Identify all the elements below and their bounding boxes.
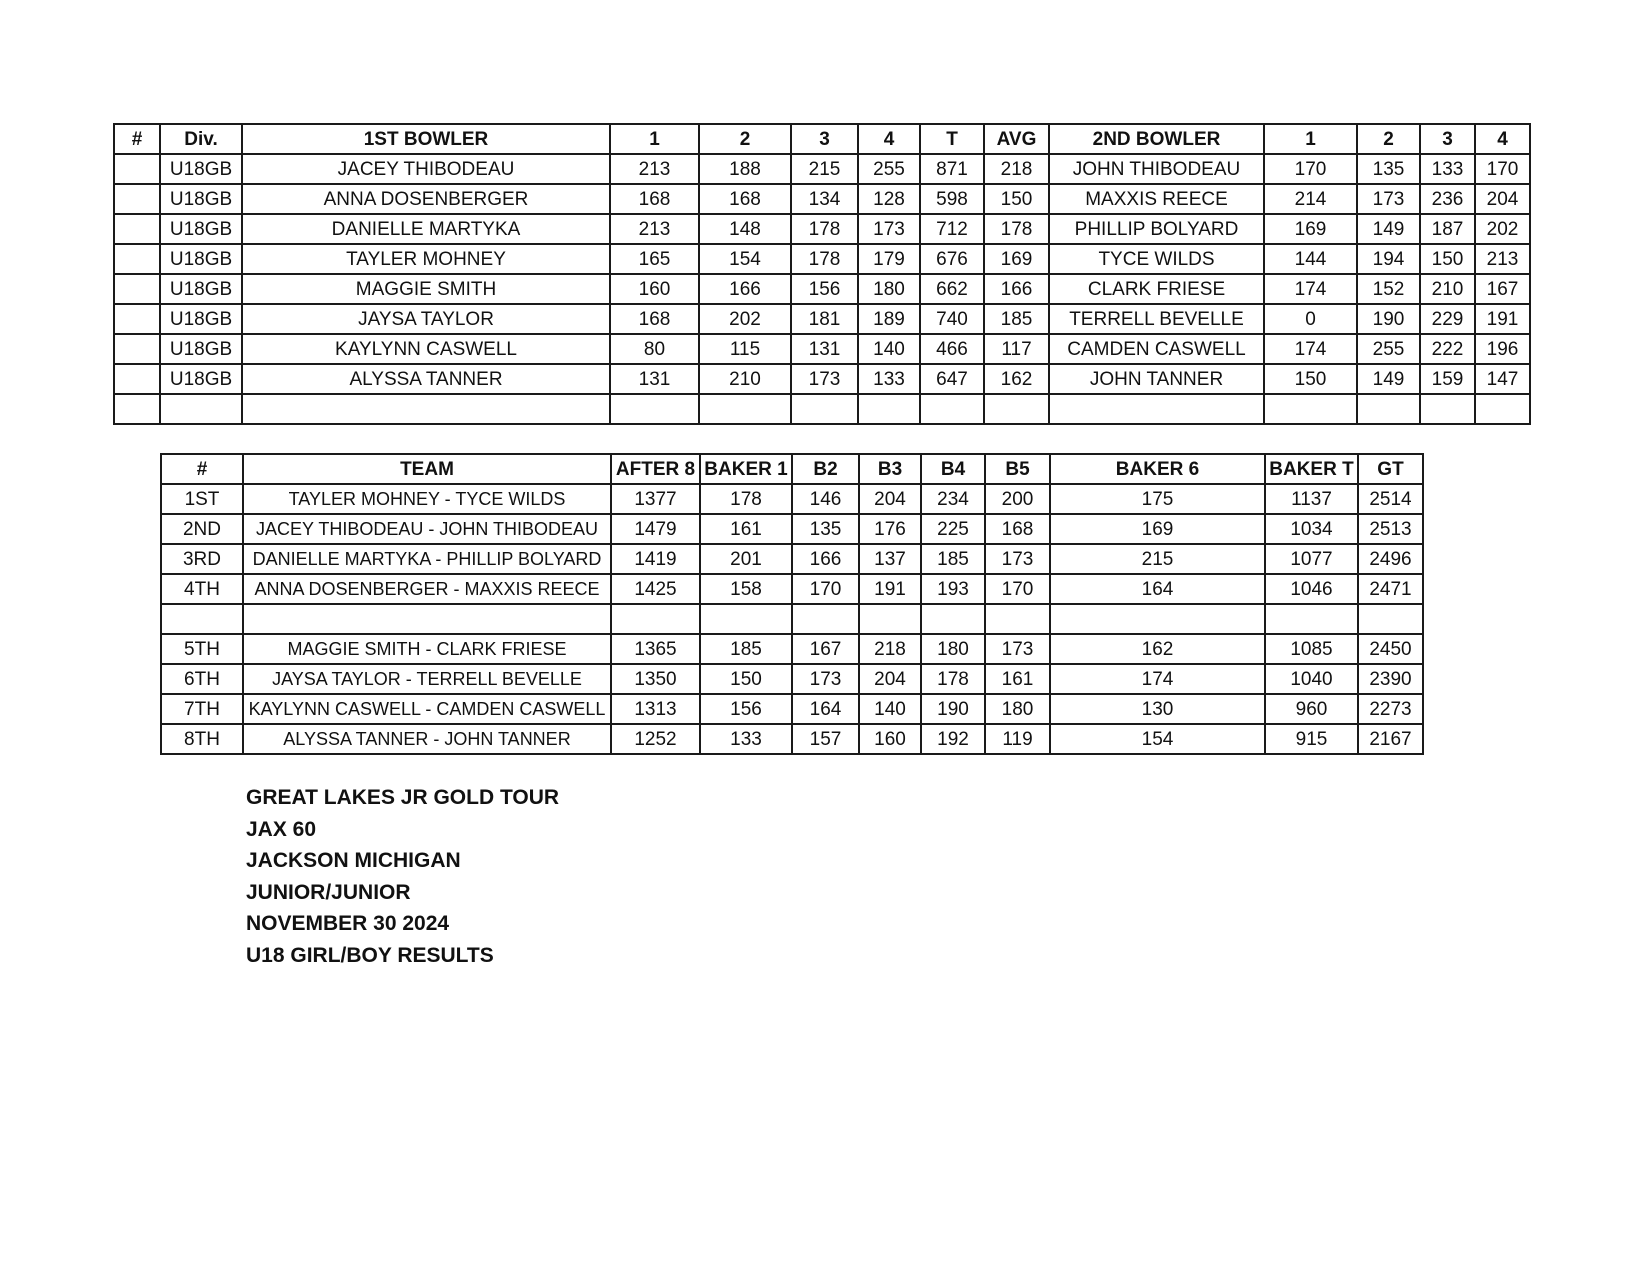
table-cell xyxy=(114,154,160,184)
table-cell: 167 xyxy=(792,634,859,664)
col-header-baker-5: B5 xyxy=(985,454,1050,484)
table-cell: 1350 xyxy=(611,664,700,694)
table-cell: 218 xyxy=(984,154,1049,184)
table-cell xyxy=(610,394,699,424)
table-cell: JACEY THIBODEAU xyxy=(242,154,610,184)
table-cell: 173 xyxy=(985,544,1050,574)
table-cell: 140 xyxy=(858,334,920,364)
tour-name: GREAT LAKES JR GOLD TOUR xyxy=(246,786,560,809)
table-cell: 204 xyxy=(859,484,921,514)
table-cell: 2390 xyxy=(1358,664,1423,694)
table-cell: CAMDEN CASWELL xyxy=(1049,334,1264,364)
table-cell: 180 xyxy=(985,694,1050,724)
table-cell: 161 xyxy=(700,514,792,544)
table-cell: 871 xyxy=(920,154,984,184)
col-header-game-2: 2 xyxy=(699,124,791,154)
table-cell: 213 xyxy=(610,214,699,244)
table-row xyxy=(114,304,1530,334)
event-date: NOVEMBER 30 2024 xyxy=(246,912,450,935)
table-cell: 154 xyxy=(1050,724,1265,754)
table-cell: 6TH xyxy=(161,664,243,694)
table-cell: 178 xyxy=(921,664,985,694)
table-cell: U18GB xyxy=(160,184,242,214)
event-location: JACKSON MICHIGAN xyxy=(246,849,461,872)
table-cell: 166 xyxy=(792,544,859,574)
table-row xyxy=(114,184,1530,214)
table-row xyxy=(114,244,1530,274)
table-cell: 191 xyxy=(1475,304,1530,334)
table-cell: 598 xyxy=(920,184,984,214)
table-cell: 176 xyxy=(859,514,921,544)
table-cell: U18GB xyxy=(160,364,242,394)
table-cell: 161 xyxy=(985,664,1050,694)
table-cell: 158 xyxy=(700,574,792,604)
table-cell: 1252 xyxy=(611,724,700,754)
col-header-place: # xyxy=(161,454,243,484)
table-cell: 215 xyxy=(1050,544,1265,574)
table-cell: 150 xyxy=(1264,364,1357,394)
table-cell: 140 xyxy=(859,694,921,724)
col-header-first-bowler: 1ST BOWLER xyxy=(242,124,610,154)
table-cell xyxy=(161,604,243,634)
table-cell: 190 xyxy=(921,694,985,724)
table-cell xyxy=(1264,394,1357,424)
table-cell xyxy=(920,394,984,424)
table-cell: 255 xyxy=(858,154,920,184)
table-cell: 169 xyxy=(1050,514,1265,544)
table-cell: 190 xyxy=(1357,304,1420,334)
col-header-average: AVG xyxy=(984,124,1049,154)
table-cell: JAYSA TAYLOR - TERRELL BEVELLE xyxy=(243,664,611,694)
table-cell: 1077 xyxy=(1265,544,1358,574)
table-cell: 170 xyxy=(985,574,1050,604)
table-cell: 160 xyxy=(859,724,921,754)
table-cell: 1085 xyxy=(1265,634,1358,664)
table-cell: 234 xyxy=(921,484,985,514)
table-cell: 210 xyxy=(699,364,791,394)
table-row xyxy=(161,664,1423,694)
table-cell: 189 xyxy=(858,304,920,334)
table-cell: 150 xyxy=(984,184,1049,214)
table-cell: 133 xyxy=(858,364,920,394)
table-row xyxy=(114,394,1530,424)
table-cell xyxy=(792,604,859,634)
table-cell: 210 xyxy=(1420,274,1475,304)
col-header-baker-total: BAKER T xyxy=(1265,454,1358,484)
table-cell: JOHN TANNER xyxy=(1049,364,1264,394)
table-cell: 193 xyxy=(921,574,985,604)
table-cell: CLARK FRIESE xyxy=(1049,274,1264,304)
table-cell: 2ND xyxy=(161,514,243,544)
table-cell: 185 xyxy=(921,544,985,574)
table-cell: 466 xyxy=(920,334,984,364)
table-cell xyxy=(114,214,160,244)
table-cell xyxy=(1358,604,1423,634)
table-cell: 166 xyxy=(699,274,791,304)
table-cell: ANNA DOSENBERGER - MAXXIS REECE xyxy=(243,574,611,604)
col-header-baker-6: BAKER 6 xyxy=(1050,454,1265,484)
col-header-baker-1: BAKER 1 xyxy=(700,454,792,484)
table-cell xyxy=(921,604,985,634)
col-header-second-game-1: 1 xyxy=(1264,124,1357,154)
table-cell: 175 xyxy=(1050,484,1265,514)
table-cell: 236 xyxy=(1420,184,1475,214)
table-cell: 2273 xyxy=(1358,694,1423,724)
table-cell: 168 xyxy=(985,514,1050,544)
table-cell: 131 xyxy=(791,334,858,364)
table-cell: TAYLER MOHNEY xyxy=(242,244,610,274)
table-cell: 119 xyxy=(985,724,1050,754)
table-cell xyxy=(114,364,160,394)
table-cell: 168 xyxy=(610,184,699,214)
col-header-second-game-3: 3 xyxy=(1420,124,1475,154)
table-cell: 915 xyxy=(1265,724,1358,754)
table-cell xyxy=(1050,604,1265,634)
col-header-rank: # xyxy=(114,124,160,154)
table-cell: 204 xyxy=(1475,184,1530,214)
col-header-second-game-4: 4 xyxy=(1475,124,1530,154)
table-cell: 162 xyxy=(1050,634,1265,664)
table-cell: 196 xyxy=(1475,334,1530,364)
table-cell: 134 xyxy=(791,184,858,214)
table-cell: 168 xyxy=(699,184,791,214)
col-header-game-4: 4 xyxy=(858,124,920,154)
col-header-baker-4: B4 xyxy=(921,454,985,484)
table-cell: 157 xyxy=(792,724,859,754)
table-cell: 178 xyxy=(984,214,1049,244)
table-cell: 8TH xyxy=(161,724,243,754)
table-cell: 200 xyxy=(985,484,1050,514)
table-cell: JOHN THIBODEAU xyxy=(1049,154,1264,184)
table-cell: 152 xyxy=(1357,274,1420,304)
col-header-game-3: 3 xyxy=(791,124,858,154)
table-row xyxy=(114,214,1530,244)
table-cell: DANIELLE MARTYKA - PHILLIP BOLYARD xyxy=(243,544,611,574)
table-cell: 7TH xyxy=(161,694,243,724)
table-cell: 202 xyxy=(699,304,791,334)
col-header-second-bowler: 2ND BOWLER xyxy=(1049,124,1264,154)
table-cell: U18GB xyxy=(160,154,242,184)
table-cell: DANIELLE MARTYKA xyxy=(242,214,610,244)
table-cell: 166 xyxy=(984,274,1049,304)
table-cell: 150 xyxy=(1420,244,1475,274)
bowlers-header-row xyxy=(114,124,1530,154)
table-cell: 2496 xyxy=(1358,544,1423,574)
table-cell: 1377 xyxy=(611,484,700,514)
col-header-baker-2: B2 xyxy=(792,454,859,484)
table-cell: 173 xyxy=(1357,184,1420,214)
table-cell: 170 xyxy=(792,574,859,604)
table-cell: TERRELL BEVELLE xyxy=(1049,304,1264,334)
table-cell: 213 xyxy=(1475,244,1530,274)
table-cell: 156 xyxy=(700,694,792,724)
table-cell: 1046 xyxy=(1265,574,1358,604)
table-cell: 2514 xyxy=(1358,484,1423,514)
table-cell: U18GB xyxy=(160,214,242,244)
team-standings-table xyxy=(160,453,1424,755)
table-cell: 201 xyxy=(700,544,792,574)
table-cell: ANNA DOSENBERGER xyxy=(242,184,610,214)
table-cell: 117 xyxy=(984,334,1049,364)
table-cell xyxy=(1357,394,1420,424)
table-cell: 1137 xyxy=(1265,484,1358,514)
table-row xyxy=(161,634,1423,664)
table-cell: 173 xyxy=(985,634,1050,664)
table-cell: 1313 xyxy=(611,694,700,724)
table-cell: 173 xyxy=(791,364,858,394)
table-cell: 167 xyxy=(1475,274,1530,304)
table-cell: 169 xyxy=(1264,214,1357,244)
table-cell: 135 xyxy=(1357,154,1420,184)
table-cell xyxy=(791,394,858,424)
col-header-after-8: AFTER 8 xyxy=(611,454,700,484)
table-cell xyxy=(984,394,1049,424)
table-cell: 229 xyxy=(1420,304,1475,334)
table-cell: 174 xyxy=(1050,664,1265,694)
table-cell: 146 xyxy=(792,484,859,514)
table-cell xyxy=(160,394,242,424)
bowlers-table-body xyxy=(114,154,1530,424)
table-cell xyxy=(1420,394,1475,424)
table-cell: U18GB xyxy=(160,244,242,274)
col-header-second-game-2: 2 xyxy=(1357,124,1420,154)
table-cell: 80 xyxy=(610,334,699,364)
table-cell: 0 xyxy=(1264,304,1357,334)
table-row xyxy=(114,334,1530,364)
table-cell: 149 xyxy=(1357,214,1420,244)
table-cell: 174 xyxy=(1264,334,1357,364)
col-header-team: TEAM xyxy=(243,454,611,484)
table-cell: 188 xyxy=(699,154,791,184)
table-cell xyxy=(114,274,160,304)
table-cell xyxy=(1475,394,1530,424)
table-cell: 960 xyxy=(1265,694,1358,724)
table-cell: 178 xyxy=(791,244,858,274)
table-cell xyxy=(242,394,610,424)
table-cell: 2471 xyxy=(1358,574,1423,604)
table-cell: MAGGIE SMITH xyxy=(242,274,610,304)
table-cell: 1040 xyxy=(1265,664,1358,694)
event-name: JAX 60 xyxy=(246,817,317,841)
table-cell: 173 xyxy=(858,214,920,244)
table-cell: 1ST xyxy=(161,484,243,514)
table-cell: 168 xyxy=(610,304,699,334)
col-header-division: Div. xyxy=(160,124,242,154)
table-cell: 135 xyxy=(792,514,859,544)
table-row xyxy=(161,544,1423,574)
table-cell: 169 xyxy=(984,244,1049,274)
table-cell: 178 xyxy=(700,484,792,514)
table-cell: 185 xyxy=(700,634,792,664)
table-cell: JAYSA TAYLOR xyxy=(242,304,610,334)
table-cell: 165 xyxy=(610,244,699,274)
table-cell xyxy=(114,184,160,214)
table-cell: 130 xyxy=(1050,694,1265,724)
table-cell: 1425 xyxy=(611,574,700,604)
col-header-game-1: 1 xyxy=(610,124,699,154)
table-cell: 150 xyxy=(700,664,792,694)
bowlers-scores-table xyxy=(113,123,1531,425)
col-header-total: T xyxy=(920,124,984,154)
table-cell xyxy=(114,334,160,364)
table-cell: 147 xyxy=(1475,364,1530,394)
table-cell: 1479 xyxy=(611,514,700,544)
table-cell: 180 xyxy=(921,634,985,664)
table-cell: 255 xyxy=(1357,334,1420,364)
table-cell: 2450 xyxy=(1358,634,1423,664)
table-cell: 2513 xyxy=(1358,514,1423,544)
table-cell: 5TH xyxy=(161,634,243,664)
table-cell xyxy=(700,604,792,634)
table-cell: TYCE WILDS xyxy=(1049,244,1264,274)
col-header-baker-3: B3 xyxy=(859,454,921,484)
table-cell: 213 xyxy=(610,154,699,184)
table-cell: 133 xyxy=(1420,154,1475,184)
table-cell: 712 xyxy=(920,214,984,244)
table-cell: 170 xyxy=(1264,154,1357,184)
table-cell: 676 xyxy=(920,244,984,274)
table-cell: 173 xyxy=(792,664,859,694)
table-cell: 1419 xyxy=(611,544,700,574)
table-cell: 187 xyxy=(1420,214,1475,244)
table-cell: U18GB xyxy=(160,274,242,304)
table-row xyxy=(114,364,1530,394)
table-cell: 1034 xyxy=(1265,514,1358,544)
table-cell xyxy=(243,604,611,634)
table-cell xyxy=(699,394,791,424)
table-cell xyxy=(611,604,700,634)
table-cell: 194 xyxy=(1357,244,1420,274)
table-cell: 128 xyxy=(858,184,920,214)
table-cell: 181 xyxy=(791,304,858,334)
table-row xyxy=(161,604,1423,634)
table-cell: 222 xyxy=(1420,334,1475,364)
table-row xyxy=(161,484,1423,514)
table-cell xyxy=(1265,604,1358,634)
table-row xyxy=(114,274,1530,304)
table-cell: 202 xyxy=(1475,214,1530,244)
table-row xyxy=(161,514,1423,544)
teams-table-body xyxy=(161,484,1423,754)
table-cell: U18GB xyxy=(160,304,242,334)
table-cell xyxy=(1049,394,1264,424)
table-cell xyxy=(114,304,160,334)
table-cell: MAXXIS REECE xyxy=(1049,184,1264,214)
event-format: JUNIOR/JUNIOR xyxy=(246,880,411,904)
table-cell: MAGGIE SMITH - CLARK FRIESE xyxy=(243,634,611,664)
table-cell: 4TH xyxy=(161,574,243,604)
table-cell xyxy=(858,394,920,424)
table-cell: 218 xyxy=(859,634,921,664)
table-cell: 144 xyxy=(1264,244,1357,274)
table-cell xyxy=(114,394,160,424)
table-cell: 1365 xyxy=(611,634,700,664)
table-cell: 156 xyxy=(791,274,858,304)
table-cell xyxy=(859,604,921,634)
table-cell: 647 xyxy=(920,364,984,394)
table-cell: 180 xyxy=(858,274,920,304)
table-cell: 170 xyxy=(1475,154,1530,184)
table-cell: 164 xyxy=(792,694,859,724)
table-row xyxy=(161,694,1423,724)
table-cell: 133 xyxy=(700,724,792,754)
table-cell: 137 xyxy=(859,544,921,574)
table-cell: 740 xyxy=(920,304,984,334)
table-cell: 662 xyxy=(920,274,984,304)
table-cell: 159 xyxy=(1420,364,1475,394)
table-cell: 115 xyxy=(699,334,791,364)
table-cell: 214 xyxy=(1264,184,1357,214)
col-header-grand-total: GT xyxy=(1358,454,1423,484)
table-cell: 191 xyxy=(859,574,921,604)
table-cell: PHILLIP BOLYARD xyxy=(1049,214,1264,244)
table-cell: TAYLER MOHNEY - TYCE WILDS xyxy=(243,484,611,514)
table-cell: KAYLYNN CASWELL - CAMDEN CASWELL xyxy=(243,694,611,724)
table-cell: 185 xyxy=(984,304,1049,334)
table-cell: U18GB xyxy=(160,334,242,364)
teams-header-row xyxy=(161,454,1423,484)
table-cell: 2167 xyxy=(1358,724,1423,754)
table-cell xyxy=(114,244,160,274)
table-cell: KAYLYNN CASWELL xyxy=(242,334,610,364)
table-row xyxy=(161,574,1423,604)
event-info-block xyxy=(246,782,559,971)
table-cell: 131 xyxy=(610,364,699,394)
table-cell: 164 xyxy=(1050,574,1265,604)
table-row xyxy=(114,154,1530,184)
table-row xyxy=(161,724,1423,754)
table-cell: 179 xyxy=(858,244,920,274)
table-cell: 225 xyxy=(921,514,985,544)
table-cell: 154 xyxy=(699,244,791,274)
table-cell: 160 xyxy=(610,274,699,304)
table-cell: 215 xyxy=(791,154,858,184)
table-cell: ALYSSA TANNER - JOHN TANNER xyxy=(243,724,611,754)
table-cell: 178 xyxy=(791,214,858,244)
table-cell: 162 xyxy=(984,364,1049,394)
table-cell: 174 xyxy=(1264,274,1357,304)
table-cell: JACEY THIBODEAU - JOHN THIBODEAU xyxy=(243,514,611,544)
table-cell: 192 xyxy=(921,724,985,754)
results-label: U18 GIRL/BOY RESULTS xyxy=(246,943,494,967)
table-cell: 3RD xyxy=(161,544,243,574)
table-cell: 204 xyxy=(859,664,921,694)
table-cell: 148 xyxy=(699,214,791,244)
table-cell xyxy=(985,604,1050,634)
table-cell: ALYSSA TANNER xyxy=(242,364,610,394)
table-cell: 149 xyxy=(1357,364,1420,394)
